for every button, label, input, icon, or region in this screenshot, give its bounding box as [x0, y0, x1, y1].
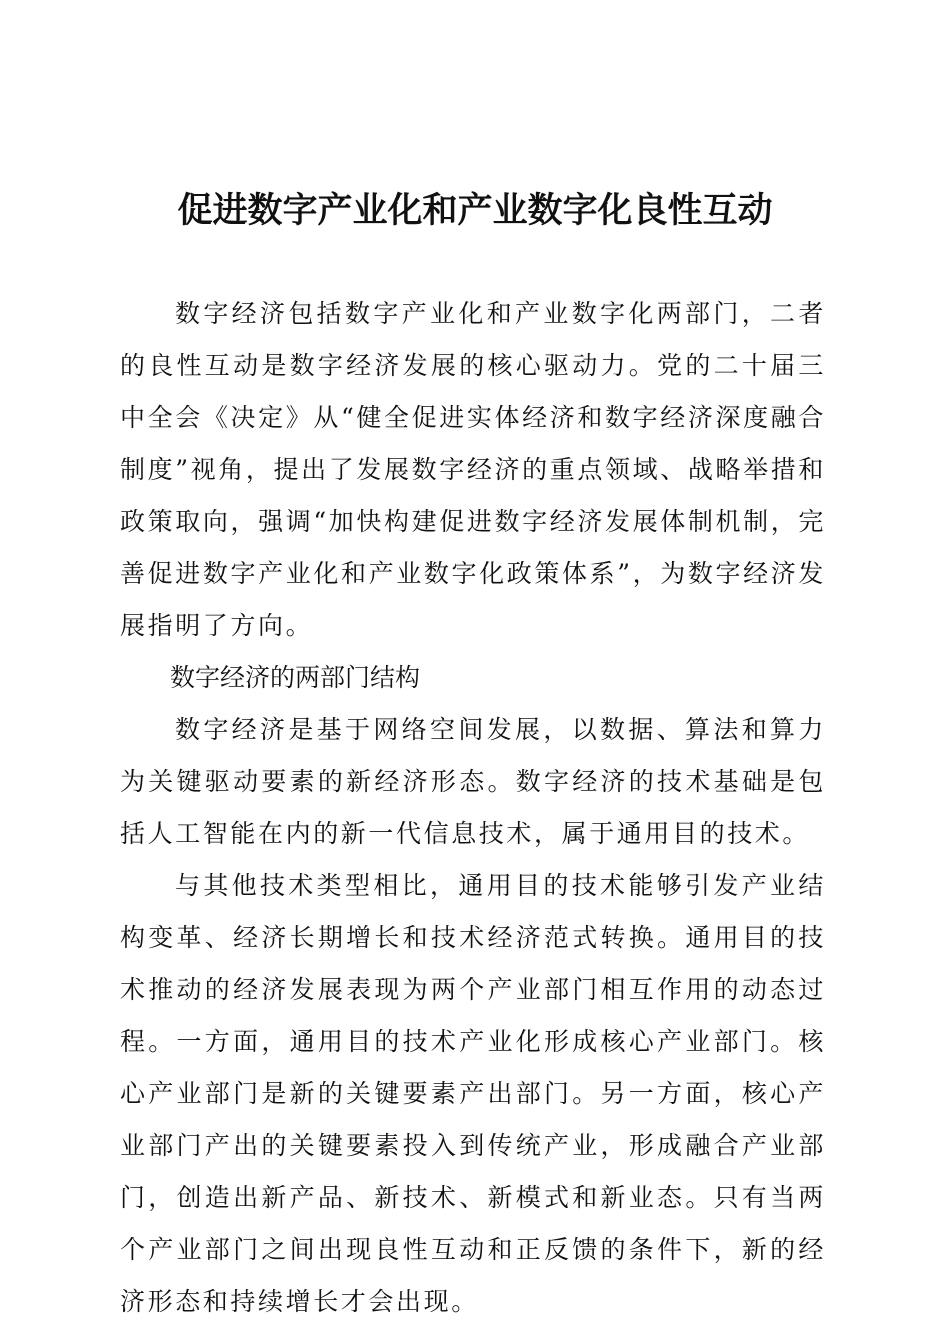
section-paragraph-1: 数字经济是基于网络空间发展，以数据、算法和算力为关键驱动要素的新经济形态。数字经济的技术基础是包括人工智能在内的新一代信息技术，属于通用目的技术。 — [120, 715, 826, 848]
intro-paragraph: 数字经济包括数字产业化和产业数字化两部门，二者的良性互动是数字经济发展的核心驱动力。党的二十届三中全会《决定》从“健全促进实体经济和数字经济深度融合制度”视角，提出了发展数字经济的重点领域、战略举措和政策取向，强调“加快构建促进数字经济发展体制机制，完善促进数字产业化和产业数字化政策体系”，为数字经济发展指明了方向。 — [120, 299, 826, 640]
document-body — [120, 288, 826, 1328]
section-paragraph-2: 与其他技术类型相比，通用目的技术能够引发产业结构变革、经济长期增长和技术经济范式转换。通用目的技术推动的经济发展表现为两个产业部门相互作用的动态过程。一方面，通用目的技术产业化形成核心产业部门。核心产业部门是新的关键要素产出部门。另一方面，核心产业部门产出的关键要素投入到传统产业，形成融合产业部门，创造出新产品、新技术、新模式和新业态。只有当两个产业部门之间出现良性互动和正反馈的条件下，新的经济形态和持续增长才会出现。 — [120, 871, 826, 1316]
document-title: 促进数字产业化和产业数字化良性互动 — [177, 190, 773, 231]
section-heading: 数字经济的两部门结构 — [170, 663, 421, 692]
